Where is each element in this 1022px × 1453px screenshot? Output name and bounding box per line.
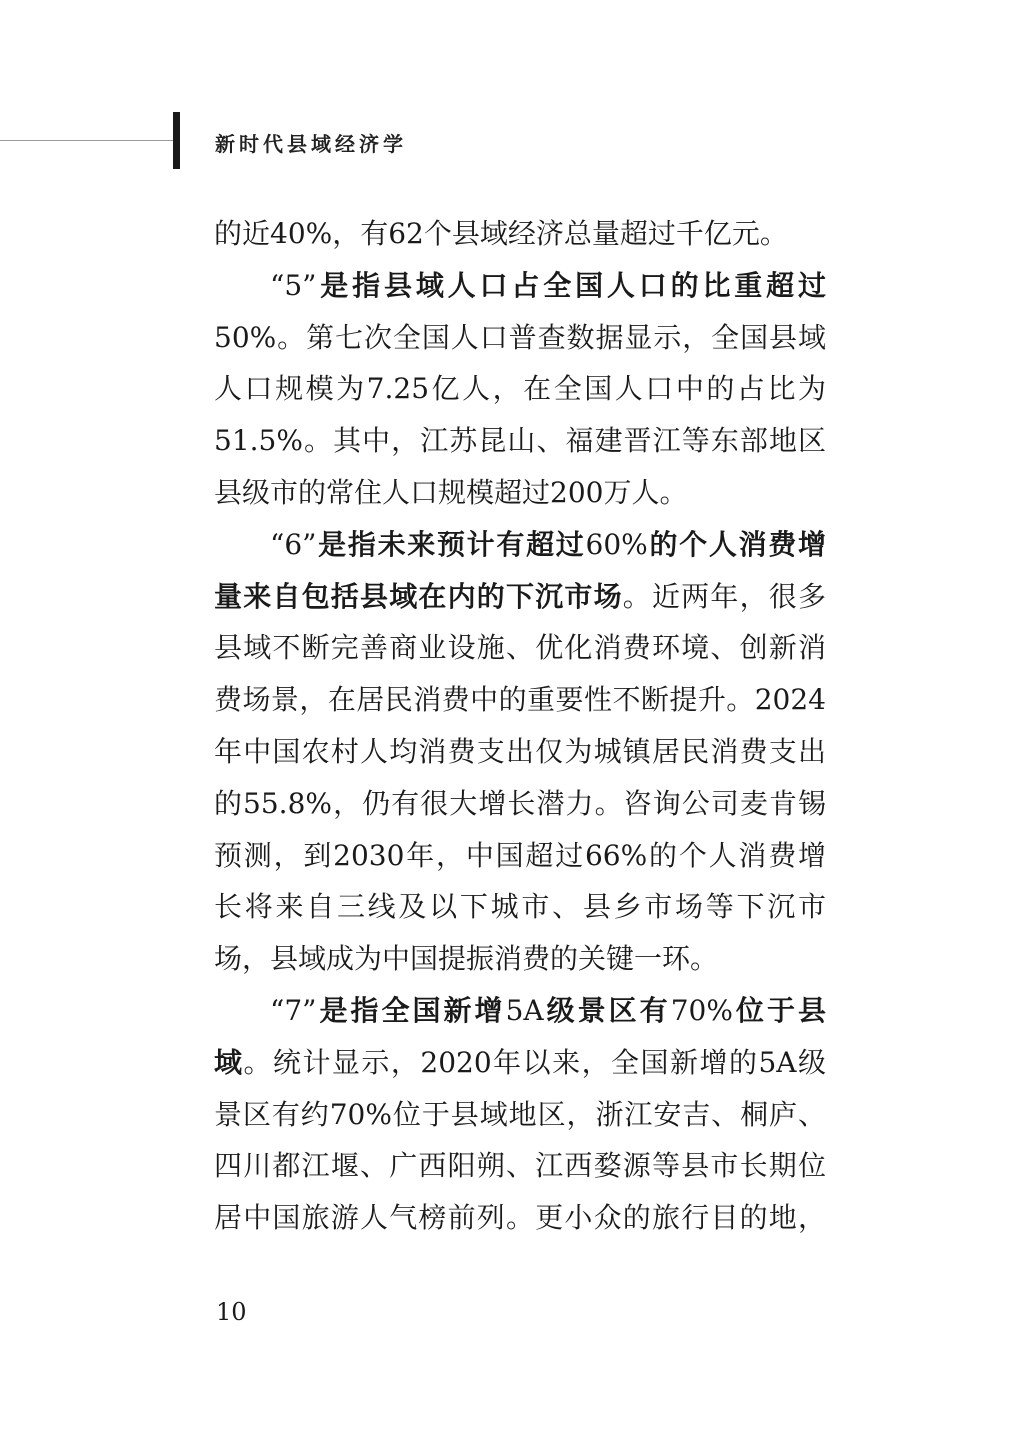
text-segment: 场，县域成为中国提振消费的关键一环。: [214, 942, 719, 976]
bold-text-segment: 量来自包括县域在内的下沉市场: [214, 579, 623, 613]
text-segment: 县级市的常住人口规模超过200万人。: [214, 475, 688, 509]
text-segment: 5A: [505, 993, 544, 1027]
text-line: [214, 622, 826, 674]
page-number: 10: [216, 1298, 247, 1326]
header-rule-line: [0, 140, 175, 141]
text-line: [214, 467, 826, 519]
text-segment: 的近40%，有62个县域经济总量超过千亿元。: [214, 217, 788, 250]
text-line: [214, 881, 826, 933]
text-line: [214, 985, 826, 1037]
text-segment: 居中国旅游人气榜前列。更小众的旅行目的地，: [214, 1201, 826, 1235]
bold-text-segment: 的个人消费增: [647, 527, 826, 561]
bold-text-segment: 是指县域人口占全国人口的比重超过: [316, 268, 826, 302]
text-line: [214, 1140, 826, 1192]
bold-text-segment: 域: [214, 1045, 244, 1079]
text-segment: 50%。第七次全国人口普查数据显示，全国县域: [214, 320, 826, 354]
text-segment: 县域不断完善商业设施、优化消费环境、创新消: [214, 631, 826, 665]
text-line: [214, 312, 826, 364]
text-segment: 费场景，在居民消费中的重要性不断提升。2024: [214, 683, 826, 717]
header-vertical-bar: [173, 112, 180, 169]
text-segment: “6”: [270, 527, 317, 561]
text-line: [214, 674, 826, 726]
text-line: [214, 726, 826, 778]
text-line: [214, 571, 826, 623]
text-line: [214, 933, 826, 985]
text-line: [214, 830, 826, 882]
text-segment: 人口规模为7.25亿人，在全国人口中的占比为: [214, 372, 826, 406]
text-line: [214, 1037, 826, 1089]
text-segment: 。近两年，很多: [622, 579, 826, 613]
text-line: [214, 208, 826, 260]
text-segment: “7”: [270, 993, 317, 1027]
text-segment: 年中国农村人均消费支出仅为城镇居民消费支出: [214, 734, 826, 768]
text-segment: 景区有约70%位于县域地区，浙江安吉、桐庐、: [214, 1097, 826, 1131]
bold-text-segment: 位于县: [732, 993, 826, 1027]
text-segment: 预测，到2030年，中国超过66%的个人消费增: [214, 838, 826, 872]
text-line: [214, 363, 826, 415]
body-text: [214, 208, 826, 1244]
running-header-title: 新时代县域经济学: [215, 132, 407, 156]
text-segment: 51.5%。其中，江苏昆山、福建晋江等东部地区: [214, 424, 826, 458]
bold-text-segment: 是指未来预计有超过: [316, 527, 586, 561]
text-line: [214, 415, 826, 467]
text-line: [214, 260, 826, 312]
bold-text-segment: 级景区有: [543, 993, 671, 1027]
text-segment: 长将来自三线及以下城市、县乡市场等下沉市: [214, 890, 826, 924]
text-line: [214, 1192, 826, 1244]
text-segment: 四川都江堰、广西阳朔、江西婺源等县市长期位: [214, 1149, 826, 1183]
text-segment: 70%: [670, 993, 733, 1027]
text-segment: “5”: [270, 268, 317, 302]
bold-text-segment: 是指全国新增: [316, 993, 506, 1027]
text-segment: 60%: [585, 527, 648, 561]
text-line: [214, 519, 826, 571]
text-segment: 的55.8%，仍有很大增长潜力。咨询公司麦肯锡: [214, 786, 826, 820]
text-line: [214, 778, 826, 830]
text-line: [214, 1089, 826, 1141]
text-segment: 。统计显示，2020年以来，全国新增的5A级: [243, 1045, 826, 1079]
